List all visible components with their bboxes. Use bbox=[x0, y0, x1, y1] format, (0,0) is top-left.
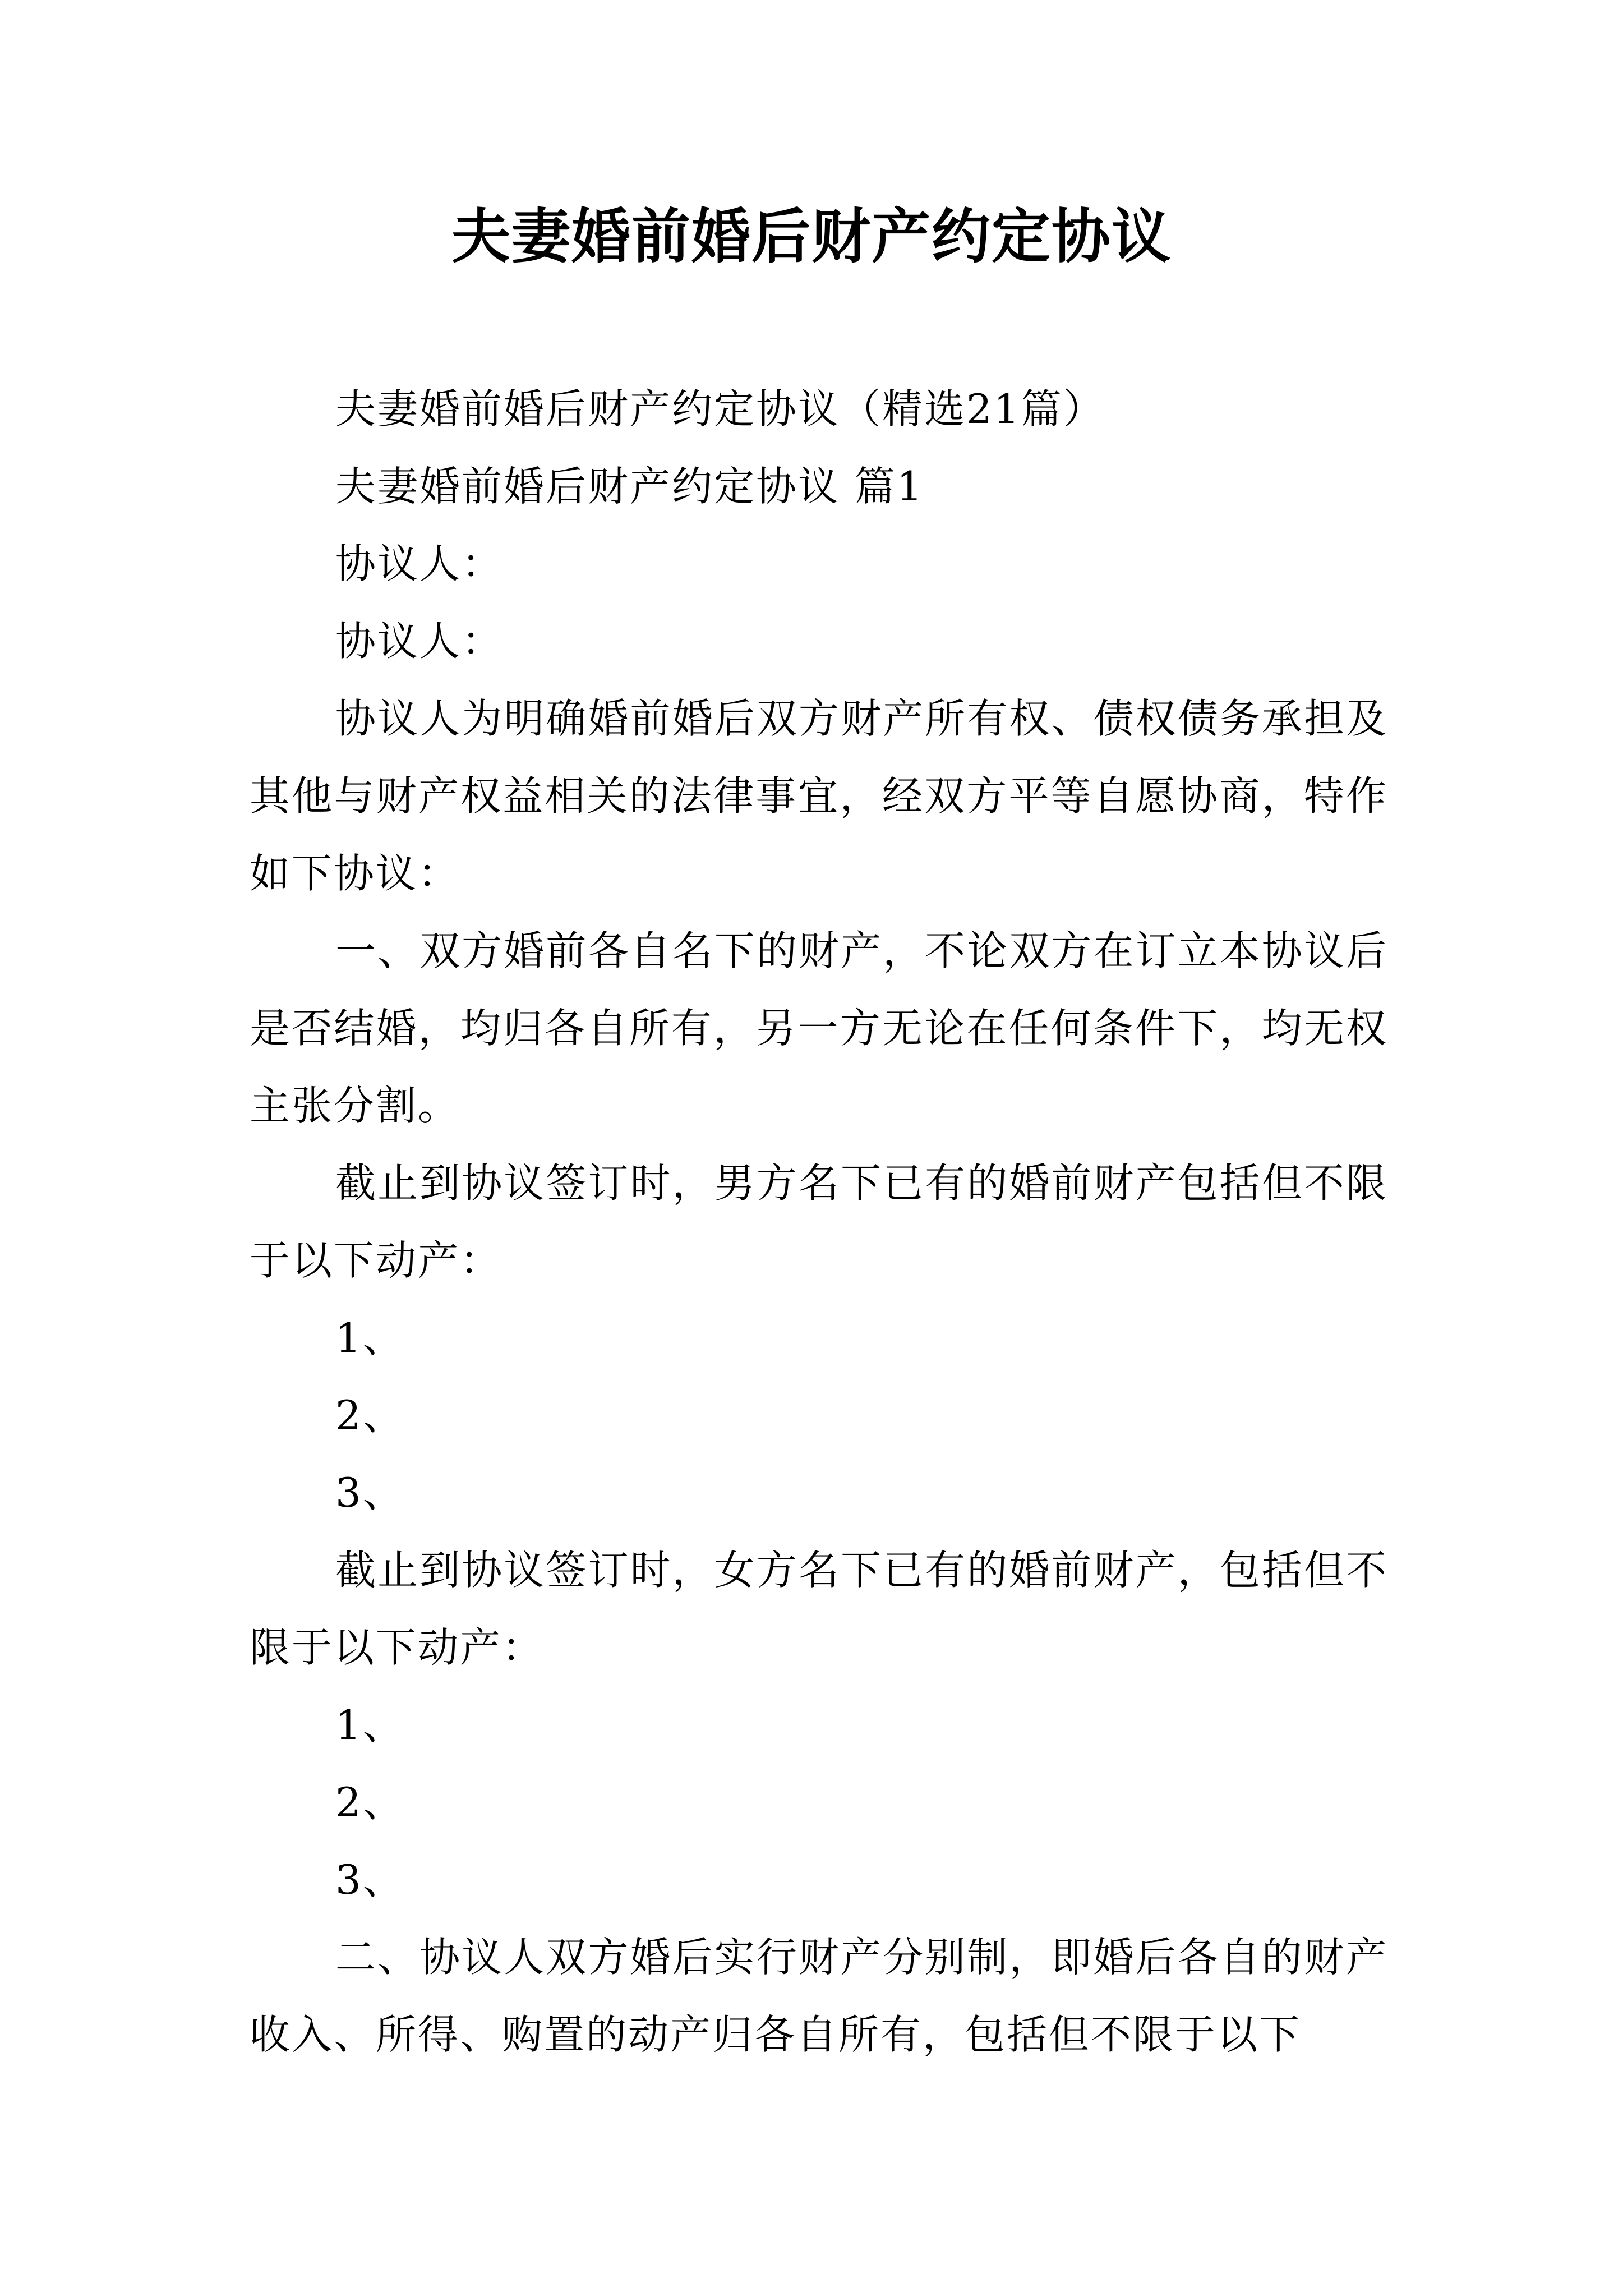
clause-1-paragraph: 一、双方婚前各自名下的财产，不论双方在订立本协议后是否结婚，均归各自所有，另一方无论在任何条件下，均无权主张分割。 bbox=[250, 927, 1388, 1129]
list-item: 2、 bbox=[335, 1392, 405, 1439]
male-assets-paragraph: 截止到协议签订时，男方名下已有的婚前财产包括但不限于以下动产： bbox=[250, 1159, 1388, 1284]
section-heading: 夫妻婚前婚后财产约定协议 篇1 bbox=[335, 463, 924, 510]
subtitle-paragraph: 夫妻婚前婚后财产约定协议（精选21篇） bbox=[335, 385, 1105, 432]
list-item: 2、 bbox=[335, 1779, 405, 1826]
list-item: 3、 bbox=[335, 1469, 405, 1516]
document-body bbox=[250, 370, 1388, 2073]
preamble-paragraph: 协议人为明确婚前婚后双方财产所有权、债权债务承担及其他与财产权益相关的法律事宜，经双方平等自愿协商，特作如下协议： bbox=[250, 695, 1388, 897]
female-assets-paragraph: 截止到协议签订时，女方名下已有的婚前财产，包括但不限于以下动产： bbox=[250, 1547, 1388, 1671]
party-line-2: 协议人： bbox=[335, 618, 504, 665]
list-item: 3、 bbox=[335, 1856, 405, 1903]
clause-2-paragraph: 二、协议人双方婚后实行财产分别制，即婚后各自的财产收入、所得、购置的动产归各自所有，包括但不限于以下 bbox=[250, 1934, 1388, 2058]
list-item: 1、 bbox=[335, 1314, 405, 1361]
document-title: 夫妻婚前婚后财产约定协议 bbox=[451, 203, 1172, 271]
party-line-1: 协议人： bbox=[335, 540, 504, 587]
list-item: 1、 bbox=[335, 1701, 405, 1749]
